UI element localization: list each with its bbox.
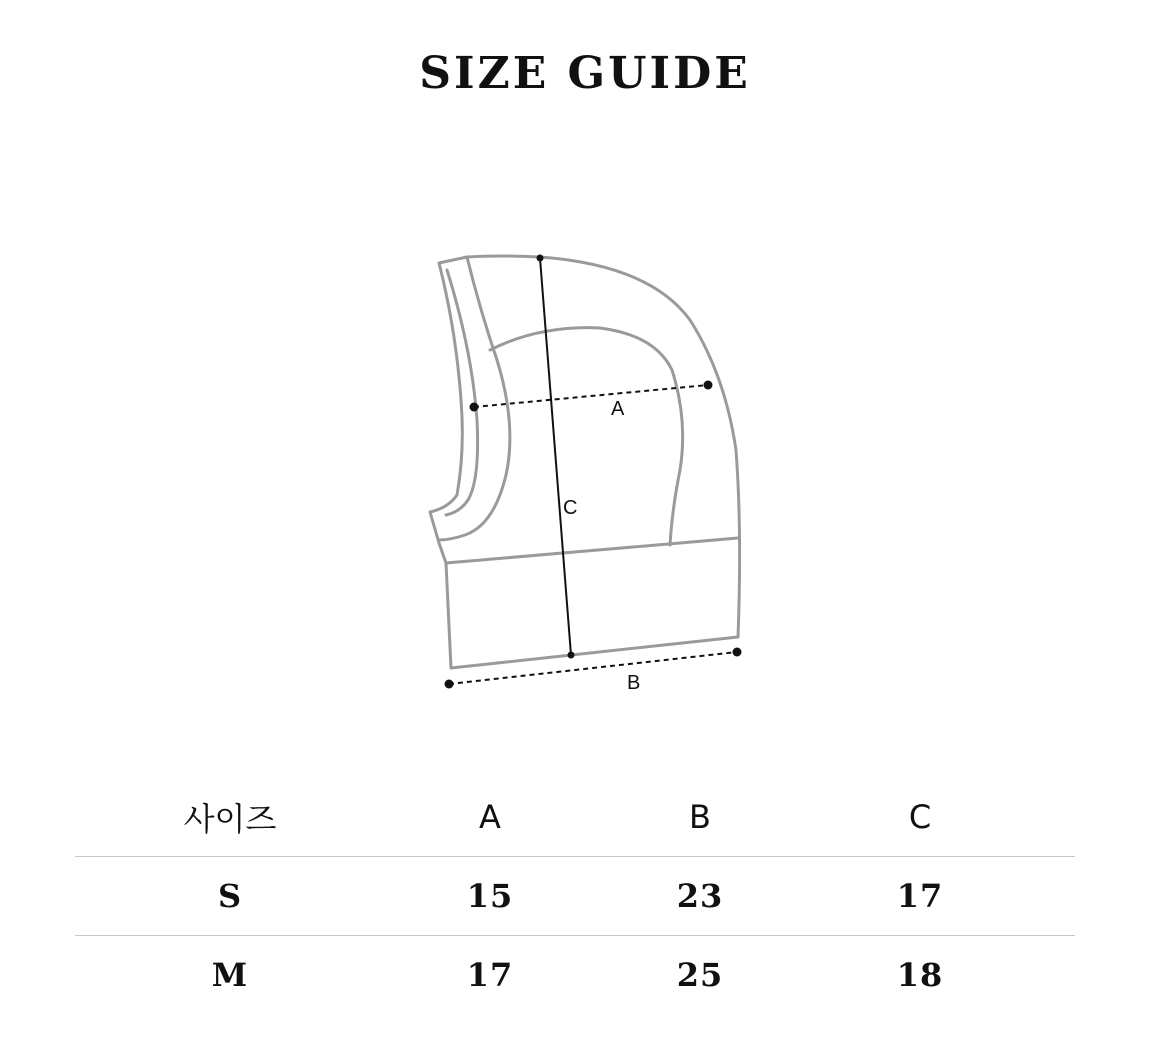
page-title: SIZE GUIDE xyxy=(419,48,751,99)
size-table-header-row xyxy=(75,778,1075,857)
measure-point-c-bottom xyxy=(568,652,575,659)
row-m-c: 18 xyxy=(896,956,944,994)
measure-label-a: A xyxy=(611,398,625,420)
row-size-m: M xyxy=(211,956,249,994)
measure-point-a-left xyxy=(470,403,479,412)
measure-line-b xyxy=(449,652,737,684)
header-a: A xyxy=(479,798,501,836)
row-size-s: S xyxy=(217,877,243,915)
neckline-curve xyxy=(490,328,683,545)
measure-label-c: C xyxy=(563,497,578,519)
header-size: 사이즈 xyxy=(183,800,277,838)
table-row xyxy=(75,936,1075,1014)
measure-point-b-left xyxy=(445,680,454,689)
hem-band-seam xyxy=(446,538,738,563)
measure-label-b: B xyxy=(627,672,641,694)
header-c: C xyxy=(908,798,932,836)
measure-point-a-right xyxy=(704,381,713,390)
row-m-b: 25 xyxy=(676,956,724,994)
measure-line-c xyxy=(540,258,571,655)
table-row xyxy=(75,857,1075,936)
size-table xyxy=(75,778,1075,1014)
measure-point-c-top xyxy=(537,255,544,262)
row-s-c: 17 xyxy=(896,877,944,915)
row-s-a: 15 xyxy=(466,877,514,915)
row-s-b: 23 xyxy=(676,877,724,915)
row-m-a: 17 xyxy=(466,956,514,994)
header-b: B xyxy=(689,798,711,836)
measure-line-a xyxy=(474,385,708,407)
vest-outline xyxy=(430,256,740,668)
measure-point-b-right xyxy=(733,648,742,657)
